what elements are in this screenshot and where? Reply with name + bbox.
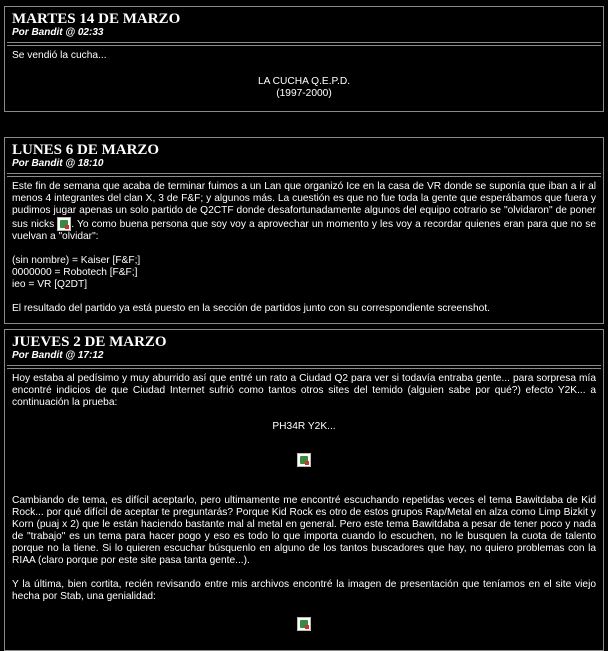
post-paragraph: Hoy estaba al pedísimo y muy aburrido así que entré un rato a Ciudad Q2 para ver si todavía entraba gente... para sorpresa mía encontré indicios de que Ciudad Internet sufrió como tantos otros sites del temido (alguien sabe por qué?) efecto Y2K... a continuación la prueba:	[12, 373, 596, 408]
post-body	[7, 45, 601, 109]
post-paragraph: El resultado del partido ya está puesto en la sección de partidos junto con su correspondiente screenshot.	[12, 303, 490, 314]
news-post	[4, 6, 604, 112]
post-paragraph: Y la última, bien cortita, recién revisando entre mis archivos encontré la imagen de presentación que teníamos en el site viejo hecha por Stab, una genialidad:	[12, 579, 596, 602]
post-list-line: 0000000 = Robotech [F&F;]	[12, 267, 138, 278]
news-post	[4, 137, 604, 324]
post-text: Este fin de semana que acaba de terminar fuimos a un Lan que organizó Ice en la casa de VR donde se suponía que iban a ir al menos 4 integrantes del clan X, 3 de F&F; y algunos más. La cuestión es que no fue toda la gente que esperábamos que fuera y pudimos jugar apenas un solo partido de Q2CTF donde desafortunadamente algunos del equipo cotrario se "olvidaron" de poner sus nicks	[12, 181, 596, 230]
broken-image-icon[interactable]	[297, 617, 311, 631]
post-body	[7, 176, 601, 321]
post-list-line: (sin nombre) = Kaiser [F&F;]	[12, 255, 141, 266]
post-paragraph: Se vendió la cucha...	[12, 50, 107, 61]
broken-image-icon[interactable]	[297, 453, 311, 467]
broken-image-icon[interactable]	[57, 217, 71, 231]
post-paragraph	[12, 181, 596, 243]
post-header	[7, 140, 601, 174]
news-post	[4, 329, 604, 651]
post-centered-line: (1997-2000)	[276, 88, 332, 99]
post-title: MARTES 14 DE MARZO	[12, 11, 181, 27]
post-author-time: Por Bandit @ 02:33	[12, 27, 104, 38]
post-author-time: Por Bandit @ 18:10	[12, 158, 104, 169]
post-header	[7, 332, 601, 366]
post-list-line: ieo = VR [Q2DT]	[12, 279, 88, 290]
post-text: . Yo como buena persona que soy voy a aprovechar un momento y les voy a recordar quienes eran para que no se vuelvan a "olvidar":	[12, 219, 596, 242]
post-title: LUNES 6 DE MARZO	[12, 142, 160, 158]
post-centered-line: LA CUCHA Q.E.P.D.	[257, 76, 351, 87]
post-paragraph: Cambiando de tema, es difícil aceptarlo, pero ultimamente me encontré escuchando repetidas veces el tema Bawitdaba de Kid Rock... por qué difícil de aceptar te preguntarás? Porque Kid Rock es otro de estos grupos Rap/Metal en alza como Limp Bizkit y Korn (puaj x 2) que le están haciendo bastante mal al metal en general. Pero este tema Bawitdaba a pesar de tener poco y nada de "trabajo" es un tema para hacer pogo y eso es todo lo que importa cuando lo escuchen, no le busquen la cuota de talento porque no la tiene. Si lo quieren escuchar búsquenlo en alguno de los tantos buscadores que hay, no quiero problemas con la RIAA (claro porque por este site pasa tanta gente...).	[12, 495, 596, 566]
post-centered-line: PH34R Y2K...	[272, 421, 336, 432]
post-header	[7, 9, 601, 43]
post-author-time: Por Bandit @ 17:12	[12, 350, 104, 361]
post-body	[7, 368, 601, 637]
post-title: JUEVES 2 DE MARZO	[12, 334, 167, 350]
